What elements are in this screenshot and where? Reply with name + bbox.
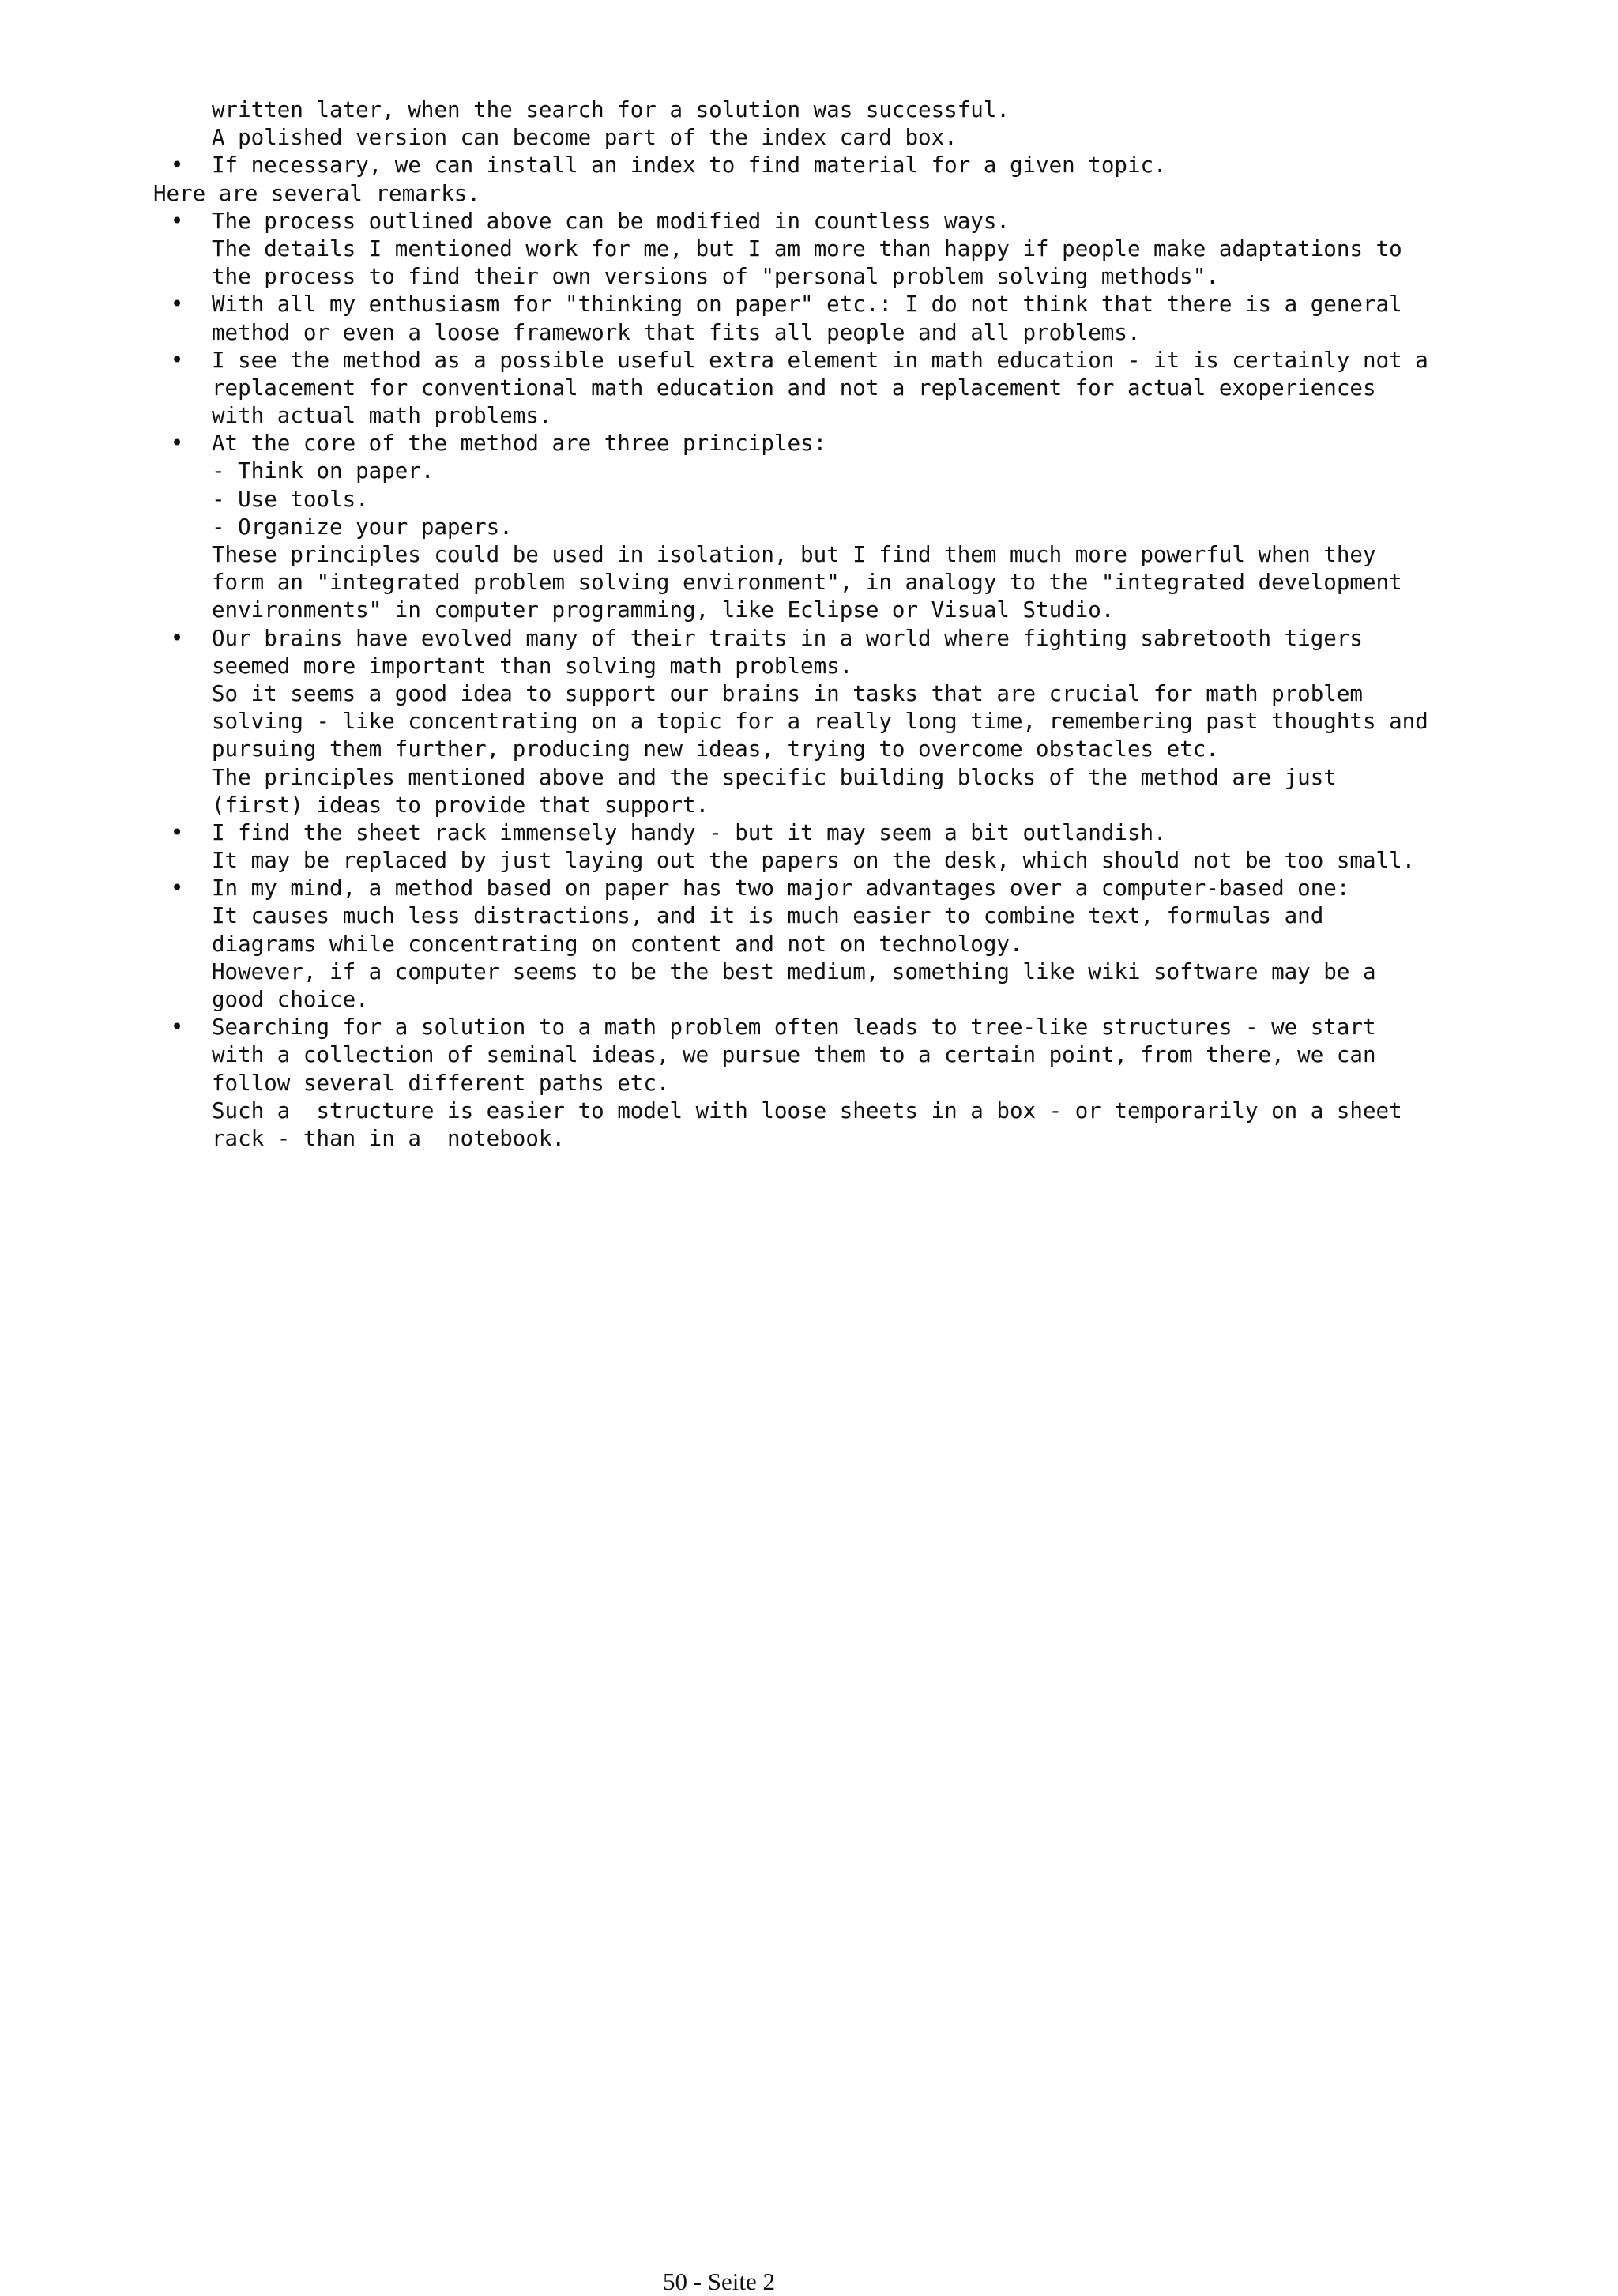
- bullet-icon: •: [171, 292, 184, 318]
- bullet-text: Searching for a solution to a math problem often leads to tree-like structures - we start: [212, 1014, 1376, 1041]
- bullet-icon: •: [171, 347, 184, 373]
- bullet-icon: •: [171, 819, 184, 845]
- continuation-line: good choice.: [212, 987, 369, 1012]
- continuation-line: diagrams while concentrating on content and not on technology.: [212, 931, 1023, 957]
- bullet-text: Our brains have evolved many of their traits in a world where fighting sabretooth tigers: [212, 625, 1363, 651]
- bullet-item-line: [153, 819, 1433, 847]
- continuation-line: with actual math problems.: [212, 403, 552, 429]
- continuation-line: - Use tools.: [212, 486, 369, 512]
- continuation-line: seemed more important than solving math problems.: [212, 653, 853, 679]
- bullet-icon: •: [171, 208, 184, 234]
- continuation-line: Such a structure is easier to model with loose sheets in a box - or temporarily on a sheet: [212, 1097, 1402, 1124]
- bullet-text: The process outlined above can be modified in countless ways.: [212, 208, 1010, 234]
- bullet-text: At the core of the method are three principles:: [212, 431, 827, 457]
- bullet-icon: •: [171, 625, 184, 651]
- continuation-line: rack - than in a notebook.: [212, 1125, 566, 1151]
- continuation-line: with a collection of seminal ideas, we pursue them to a certain point, from there, we can: [212, 1042, 1376, 1068]
- bullet-icon: •: [171, 1014, 184, 1041]
- bullet-text: In my mind, a method based on paper has two major advantages over a computer-based one:: [212, 875, 1350, 901]
- continuation-line: It causes much less distractions, and it is much easier to combine text, formulas and: [212, 903, 1324, 929]
- continuation-line: - Think on paper.: [212, 458, 435, 484]
- continuation-line: These principles could be used in isolation, but I find them much more powerful when they: [212, 542, 1376, 567]
- bullet-item-line: [153, 347, 1433, 375]
- continuation-line: form an "integrated problem solving environment", in analogy to the "integrated development: [212, 570, 1402, 596]
- continuation-line: method or even a loose framework that fits all people and all problems.: [212, 319, 1141, 345]
- bullet-icon: •: [171, 875, 184, 901]
- bullet-item-line: [153, 208, 1433, 235]
- continuation-line: pursuing them further, producing new ideas, trying to overcome obstacles etc.: [212, 736, 1219, 762]
- bullet-text: If necessary, we can install an index to find material for a given topic.: [212, 152, 1167, 179]
- bullet-item-line: [153, 430, 1433, 457]
- bullet-icon: •: [171, 431, 184, 457]
- continuation-line: - Organize your papers.: [212, 514, 513, 540]
- continuation-line: replacement for conventional math education and not a replacement for actual exoperiences: [212, 375, 1376, 401]
- continuation-line: So it seems a good idea to support our brains in tasks that are crucial for math problem: [212, 680, 1363, 706]
- continuation-line: (first) ideas to provide that support.: [212, 792, 709, 818]
- continuation-line: environments" in computer programming, like Eclipse or Visual Studio.: [212, 597, 1115, 623]
- continuation-line: written later, when the search for a solution was successful.: [212, 97, 1010, 122]
- bullet-item-line: [153, 625, 1433, 653]
- continuation-line: follow several different paths etc.: [212, 1070, 670, 1096]
- document-body: [153, 96, 1433, 1153]
- continuation-line: The principles mentioned above and the specific building blocks of the method are just: [212, 764, 1337, 790]
- continuation-line: However, if a computer seems to be the best medium, something like wiki software may be a: [212, 958, 1376, 984]
- continuation-line: It may be replaced by just laying out the papers on the desk, which should not be too small.: [212, 848, 1416, 874]
- bullet-item-line: [153, 291, 1433, 318]
- page-footer: 50 - Seite 2: [662, 2268, 776, 2295]
- bullet-item-line: [153, 1014, 1433, 1041]
- continuation-line: The details I mentioned work for me, but I am more than happy if people make adaptations to: [212, 235, 1402, 262]
- bullet-icon: •: [171, 152, 184, 179]
- bullet-text: I see the method as a possible useful extra element in math education - it is certainly not a: [212, 347, 1428, 373]
- bullet-item-line: [153, 875, 1433, 902]
- continuation-line: solving - like concentrating on a topic for a really long time, remembering past thoughts and: [212, 709, 1428, 735]
- bullet-text: With all my enthusiasm for "thinking on paper" etc.: I do not think that there is a general: [212, 292, 1402, 318]
- paragraph-line: Here are several remarks.: [153, 180, 480, 206]
- continuation-line: the process to find their own versions of "personal problem solving methods".: [212, 264, 1219, 290]
- continuation-line: A polished version can become part of the index card box.: [212, 125, 958, 151]
- bullet-item-line: [153, 152, 1433, 179]
- bullet-text: I find the sheet rack immensely handy - but it may seem a bit outlandish.: [212, 819, 1167, 845]
